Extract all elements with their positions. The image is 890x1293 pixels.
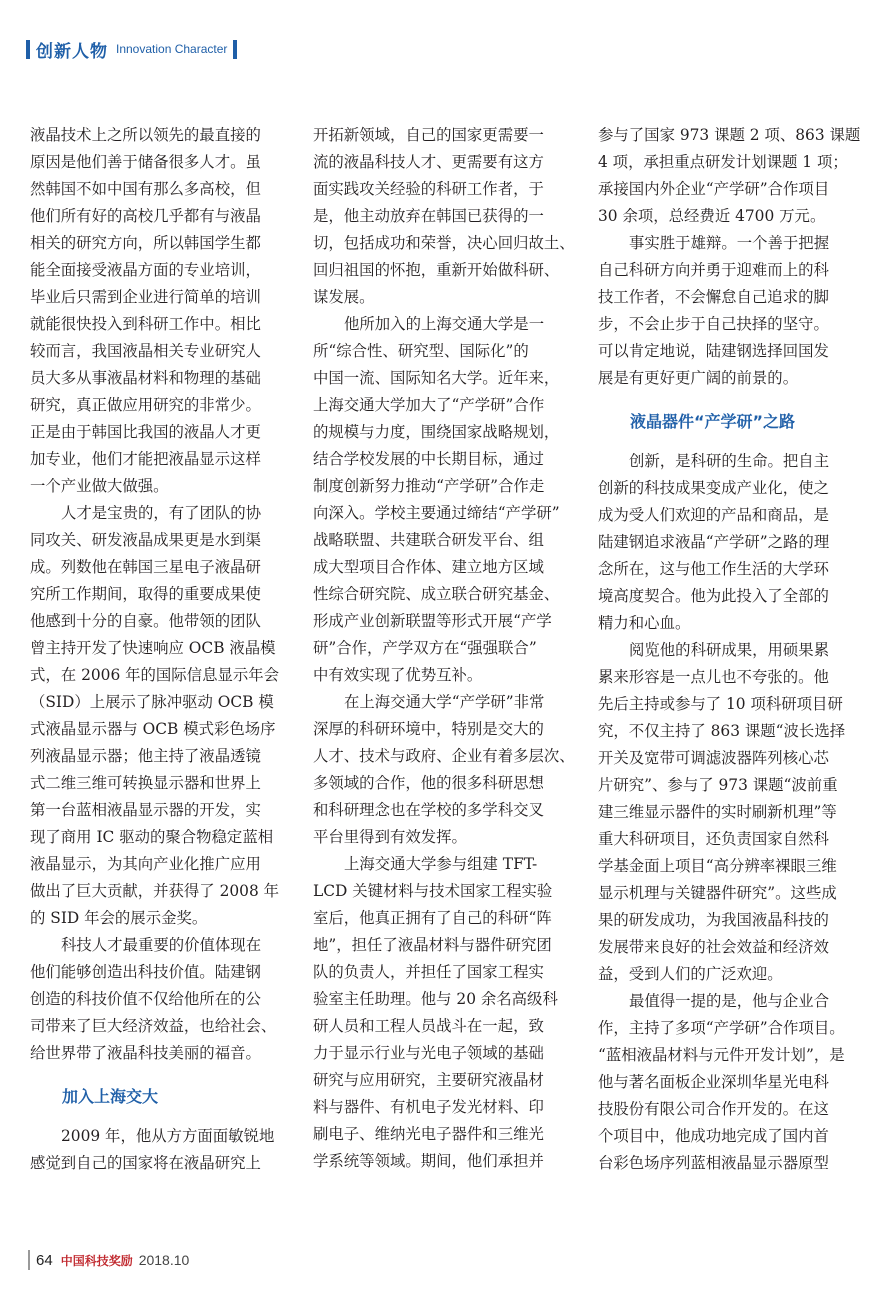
text-line: 人才是宝贵的，有了团队的协: [61, 504, 262, 522]
text-line: 流的液晶科技人才、更需要有这方: [313, 153, 544, 171]
text-line: 切，包括成功和荣誉，决心回归故土、: [313, 234, 575, 252]
text-line: 一个产业做大做强。: [30, 477, 169, 495]
header-accent-bar: [26, 40, 30, 59]
text-line: 30 余项，总经费近 4700 万元。: [598, 207, 826, 225]
text-line: 先后主持或参与了 10 项科研项目研: [598, 695, 843, 713]
text-line: 相关的研究方向，所以韩国学生都: [30, 234, 261, 252]
text-line: 司带来了巨大经济效益，也给社会、: [30, 1017, 277, 1035]
text-line: 形成产业创新联盟等形式开展“产学: [313, 612, 552, 630]
text-line: 较而言，我国液晶相关专业研究人: [30, 342, 261, 360]
text-line: 阅览他的科研成果，用硕果累: [629, 641, 830, 659]
text-line: 重大科研项目，还负责国家自然科: [598, 830, 829, 848]
section-title-cn: 创新人物: [36, 41, 108, 62]
text-line: 技工作者，不会懈怠自己追求的脚: [598, 288, 829, 306]
paragraph: [313, 689, 575, 851]
magazine-logo: 中国科技奖励: [60, 1253, 133, 1268]
text-line: 学系统等领域。期间，他们承担并: [313, 1152, 544, 1170]
text-line: 料与器件、有机电子发光材料、印: [313, 1098, 544, 1116]
text-line: 他与著名面板企业深圳华星光电科: [598, 1073, 829, 1091]
text-line: 学基金面上项目“高分辨率裸眼三维: [598, 857, 837, 875]
text-line: 究，不仅主持了 863 课题“波长选择: [598, 722, 846, 740]
text-line: 开拓新领域，自己的国家更需要一: [313, 126, 544, 144]
text-line: “蓝相液晶材料与元件开发计划”，是: [598, 1046, 845, 1064]
subheading: 加入上海交大: [62, 1087, 159, 1106]
text-line: 益，受到人们的广泛欢迎。: [598, 965, 783, 983]
text-line: 果的研发成功，为我国液晶科技的: [598, 911, 829, 929]
paragraph: [598, 122, 860, 230]
text-line: 2009 年，他从方方面面敏锐地: [61, 1127, 275, 1145]
text-line: 液晶技术上之所以领先的最直接的: [30, 126, 261, 144]
text-line: 境高度契合。他为此投入了全部的: [598, 587, 829, 605]
text-line: 和科研理念也在学校的多学科交叉: [313, 801, 544, 819]
text-line: 可以肯定地说，陆建钢选择回国发: [598, 342, 829, 360]
text-line: （SID）上展示了脉冲驱动 OCB 模: [30, 693, 274, 711]
text-line: 参与了国家 973 课题 2 项、863 课题: [598, 126, 860, 144]
paragraph: [598, 448, 860, 637]
text-line: 所“综合性、研究型、国际化”的: [313, 342, 529, 360]
paragraph: [598, 230, 860, 392]
text-line: 第一台蓝相液晶显示器的开发，实: [30, 801, 261, 819]
text-line: 人才、技术与政府、企业有着多层次、: [313, 747, 575, 765]
text-line: 式液晶显示器与 OCB 模式彩色场序: [30, 720, 276, 738]
text-line: 发展带来良好的社会效益和经济效: [598, 938, 829, 956]
text-line: 向深入。学校主要通过缔结“产学研”: [313, 504, 560, 522]
text-line: 4 项，承担重点研发计划课题 1 项；: [598, 153, 848, 171]
text-line: 研人员和工程人员战斗在一起，致: [313, 1017, 544, 1035]
paragraph: [30, 500, 292, 932]
text-line: 作，主持了多项“产学研”合作项目。: [598, 1019, 845, 1037]
text-line: 研”合作，产学双方在“强强联合”: [313, 639, 537, 657]
text-line: 的 SID 年会的展示金奖。: [30, 909, 208, 927]
text-line: 地”，担任了液晶材料与器件研究团: [313, 936, 552, 954]
paragraph: [313, 851, 575, 1175]
text-line: 创新，是科研的生命。把自主: [629, 452, 830, 470]
text-line: 面实践攻关经验的科研工作者，于: [313, 180, 544, 198]
text-column-2: [313, 122, 575, 1175]
text-line: 回归祖国的怀抱，重新开始做科研、: [313, 261, 560, 279]
text-line: 刷电子、维纳光电子器件和三维光: [313, 1125, 544, 1143]
text-line: 研究与应用研究，主要研究液晶材: [313, 1071, 544, 1089]
text-line: 能全面接受液晶方面的专业培训，: [30, 261, 261, 279]
text-line: 创造的科技价值不仅给他所在的公: [30, 990, 261, 1008]
text-line: 战略联盟、共建联合研发平台、组: [313, 531, 544, 549]
text-line: 成为受人们欢迎的产品和商品，是: [598, 506, 829, 524]
text-line: 片研究”、参与了 973 课题“波前重: [598, 776, 838, 794]
text-line: 研究，真正做应用研究的非常少。: [30, 396, 261, 414]
text-line: 是，他主动放弃在韩国已获得的一: [313, 207, 544, 225]
issue-date: 2018.10: [138, 1252, 190, 1268]
text-line: 力于显示行业与光电子领域的基础: [313, 1044, 544, 1062]
text-line: 加专业，他们才能把液晶显示这样: [30, 450, 261, 468]
paragraph: [30, 932, 292, 1067]
text-line: 在上海交通大学“产学研”非常: [344, 693, 545, 711]
text-line: 上海交通大学加大了“产学研”合作: [313, 396, 545, 414]
text-line: 的规模与力度，围绕国家战略规划，: [313, 423, 560, 441]
text-line: 他感到十分的自豪。他带领的团队: [30, 612, 261, 630]
text-line: 液晶显示，为其向产业化推广应用: [30, 855, 261, 873]
text-column-1: [30, 122, 292, 1177]
text-line: 成大型项目合作体、建立地方区域: [313, 558, 544, 576]
text-line: 中有效实现了优势互补。: [313, 666, 483, 684]
text-line: 展是有更好更广阔的前景的。: [598, 369, 799, 387]
text-line: 感觉到自己的国家将在液晶研究上: [30, 1154, 261, 1172]
text-line: 中国一流、国际知名大学。近年来，: [313, 369, 560, 387]
text-line: 步，不会止步于自己抉择的坚守。: [598, 315, 829, 333]
text-line: 制度创新努力推动“产学研”合作走: [313, 477, 545, 495]
paragraph: [30, 1123, 292, 1177]
text-line: 创新的科技成果变成产业化，使之: [598, 479, 829, 497]
text-line: 就能很快投入到科研工作中。相比: [30, 315, 261, 333]
paragraph: [313, 311, 575, 689]
text-line: 现了商用 IC 驱动的聚合物稳定蓝相: [30, 828, 274, 846]
text-line: 平台里得到有效发挥。: [313, 828, 467, 846]
text-line: 他所加入的上海交通大学是一: [344, 315, 545, 333]
text-line: 曾主持开发了快速响应 OCB 液晶模: [30, 639, 276, 657]
text-column-3: [598, 122, 860, 1177]
text-line: 念所在，这与他工作生活的大学环: [598, 560, 829, 578]
text-line: 室后，他真正拥有了自己的科研“阵: [313, 909, 552, 927]
text-line: 开关及宽带可调滤波器阵列核心芯: [598, 749, 829, 767]
text-line: 技股份有限公司合作开发的。在这: [598, 1100, 829, 1118]
text-line: 式，在 2006 年的国际信息显示年会: [30, 666, 280, 684]
text-line: 然韩国不如中国有那么多高校，但: [30, 180, 261, 198]
text-line: 同攻关、研发液晶成果更是水到渠: [30, 531, 261, 549]
text-line: 自己科研方向并勇于迎难而上的科: [598, 261, 829, 279]
text-line: 他们能够创造出科技价值。陆建钢: [30, 963, 261, 981]
text-line: 个项目中，他成功地完成了国内首: [598, 1127, 829, 1145]
text-line: 性综合研究院、成立联合研究基金、: [313, 585, 560, 603]
text-line: 结合学校发展的中长期目标，通过: [313, 450, 544, 468]
text-line: 累来形容是一点儿也不夸张的。他: [598, 668, 829, 686]
header-end-bar: [233, 40, 237, 59]
text-line: 队的负责人，并担任了国家工程实: [313, 963, 544, 981]
footer-rule: [28, 1250, 30, 1270]
text-line: 上海交通大学参与组建 TFT-: [344, 855, 538, 873]
text-line: 员大多从事液晶材料和物理的基础: [30, 369, 261, 387]
paragraph: [598, 988, 860, 1177]
text-line: 显示机理与关键器件研究”。这些成: [598, 884, 837, 902]
text-line: 事实胜于雄辩。一个善于把握: [629, 234, 830, 252]
text-line: 他们所有好的高校几乎都有与液晶: [30, 207, 261, 225]
section-title-en: Innovation Character: [116, 42, 228, 56]
page-number: 64: [36, 1251, 53, 1269]
text-line: 承接国内外企业“产学研”合作项目: [598, 180, 830, 198]
page-footer: [28, 1249, 189, 1271]
text-line: 建三维显示器件的实时刷新机理”等: [598, 803, 837, 821]
text-line: 台彩色场序列蓝相液晶显示器原型: [598, 1154, 829, 1172]
text-line: 正是由于韩国比我国的液晶人才更: [30, 423, 261, 441]
paragraph: [30, 122, 292, 500]
text-line: 深厚的科研环境中，特别是交大的: [313, 720, 544, 738]
text-line: 列液晶显示器；他主持了液晶透镜: [30, 747, 261, 765]
text-line: LCD 关键材料与技术国家工程实验: [313, 882, 553, 900]
text-line: 谋发展。: [313, 288, 375, 306]
text-line: 科技人才最重要的价值体现在: [61, 936, 262, 954]
text-line: 毕业后只需到企业进行简单的培训: [30, 288, 261, 306]
text-line: 精力和心血。: [598, 614, 691, 632]
text-line: 式二维三维可转换显示器和世界上: [30, 774, 261, 792]
text-line: 给世界带了液晶科技美丽的福音。: [30, 1044, 261, 1062]
subheading: 液晶器件“产学研”之路: [630, 412, 796, 431]
text-line: 多领域的合作，他的很多科研思想: [313, 774, 544, 792]
paragraph: [598, 637, 860, 988]
text-line: 做出了巨大贡献，并获得了 2008 年: [30, 882, 280, 900]
text-line: 究所工作期间，取得的重要成果使: [30, 585, 261, 603]
section-header: [26, 38, 237, 60]
text-line: 成。列数他在韩国三星电子液晶研: [30, 558, 261, 576]
text-line: 原因是他们善于储备很多人才。虽: [30, 153, 261, 171]
paragraph: [313, 122, 575, 311]
text-line: 陆建钢追求液晶“产学研”之路的理: [598, 533, 830, 551]
text-line: 最值得一提的是，他与企业合: [629, 992, 830, 1010]
text-line: 验室主任助理。他与 20 余名高级科: [313, 990, 558, 1008]
